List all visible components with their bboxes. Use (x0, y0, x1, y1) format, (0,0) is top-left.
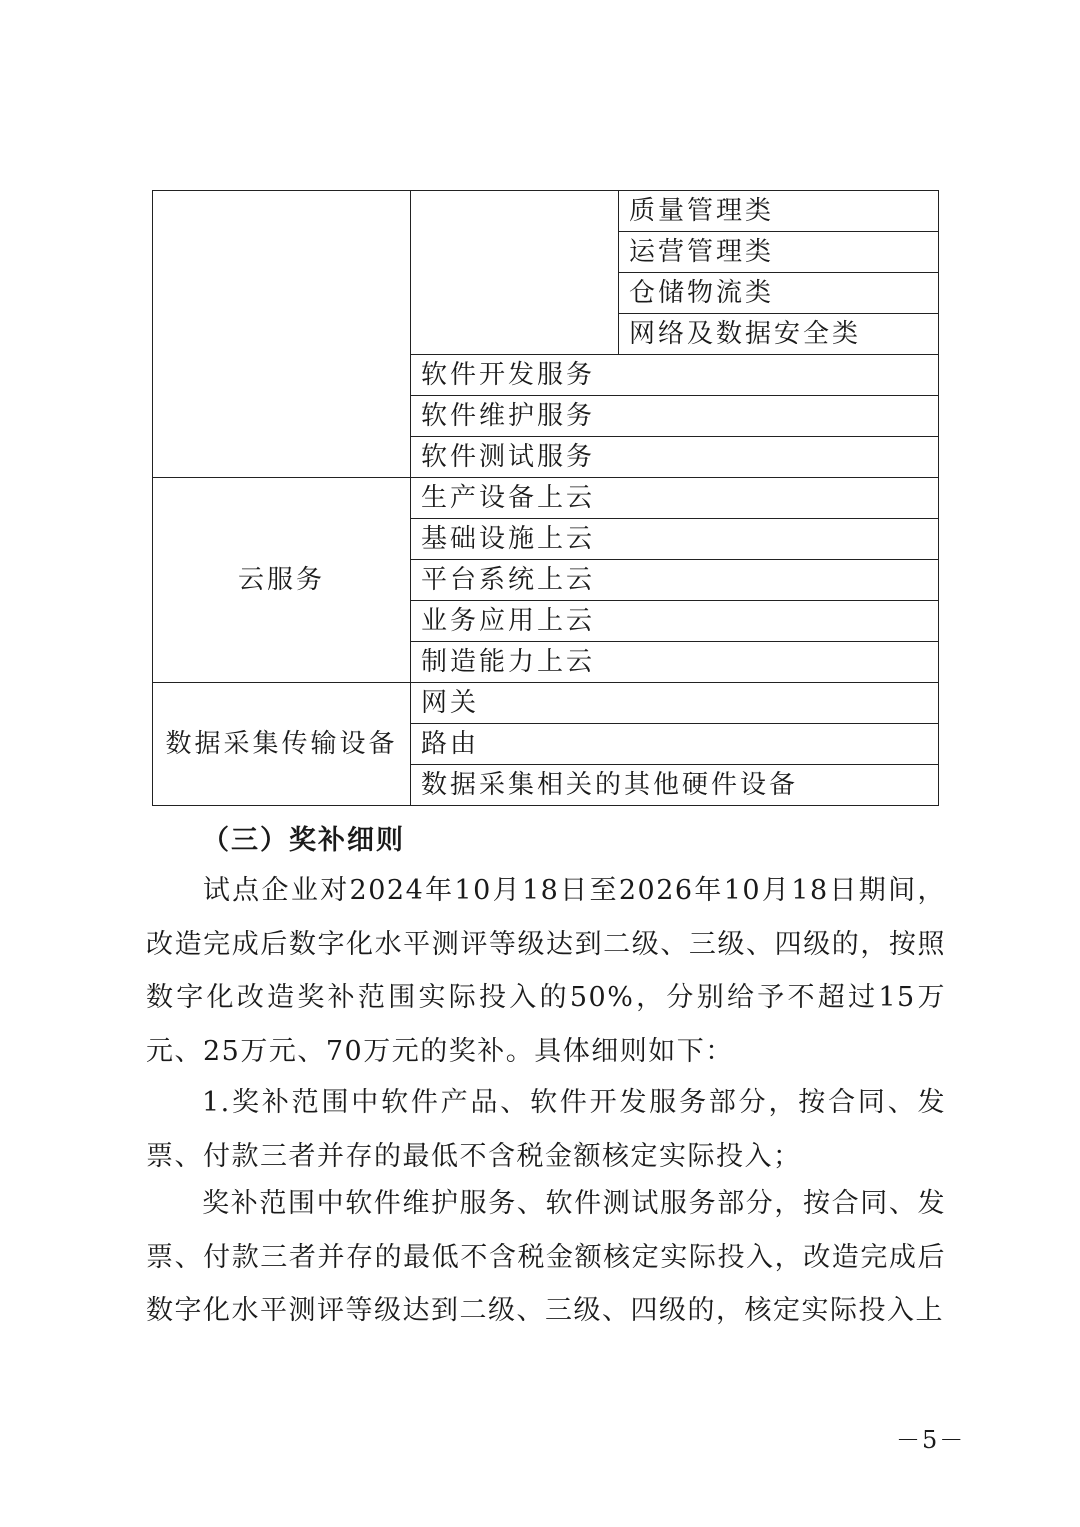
table-row (153, 683, 939, 724)
table-item: 网关 (411, 683, 939, 724)
table-item: 网络及数据安全类 (619, 314, 939, 355)
table-item: 运营管理类 (619, 232, 939, 273)
table-item: 软件开发服务 (411, 355, 939, 396)
table-item: 业务应用上云 (411, 601, 939, 642)
paragraph (146, 1177, 946, 1338)
table-item: 质量管理类 (619, 191, 939, 232)
table-item: 制造能力上云 (411, 642, 939, 683)
table-row (153, 191, 939, 232)
page-number: －5－ (896, 1426, 966, 1454)
table-item: 仓储物流类 (619, 273, 939, 314)
table-item: 生产设备上云 (411, 478, 939, 519)
paragraph (146, 864, 946, 1078)
paragraph-text: 奖补范围中软件维护服务、软件测试服务部分，按合同、发票、付款三者并存的最低不含税金额核定实际投入，改造完成后数字化水平测评等级达到二级、三级、四级的，核定实际投入上 (146, 1188, 946, 1326)
paragraph-text: 试点企业对2024年10月18日至2026年10月18日期间，改造完成后数字化水平测评等级达到二级、三级、四级的，按照数字化改造奖补范围实际投入的50%，分别给予不超过15万元、25万元、70万元的奖补。具体细则如下： (146, 875, 946, 1067)
table-item: 基础设施上云 (411, 519, 939, 560)
table-item: 平台系统上云 (411, 560, 939, 601)
section-heading: （三）奖补细则 (202, 825, 405, 856)
table-subcategory-cell-empty (411, 191, 619, 355)
table-category-cloud: 云服务 (153, 478, 411, 683)
table-item: 软件测试服务 (411, 437, 939, 478)
subsidy-scope-table (152, 190, 939, 806)
table-row (153, 478, 939, 519)
table-item: 软件维护服务 (411, 396, 939, 437)
paragraph-text: 1.奖补范围中软件产品、软件开发服务部分，按合同、发票、付款三者并存的最低不含税金额核定实际投入； (146, 1087, 946, 1172)
paragraph (146, 1076, 946, 1183)
table-category-data-equipment: 数据采集传输设备 (153, 683, 411, 806)
table-item: 路由 (411, 724, 939, 765)
table-category-cell-empty (153, 191, 411, 478)
table-item: 数据采集相关的其他硬件设备 (411, 765, 939, 806)
